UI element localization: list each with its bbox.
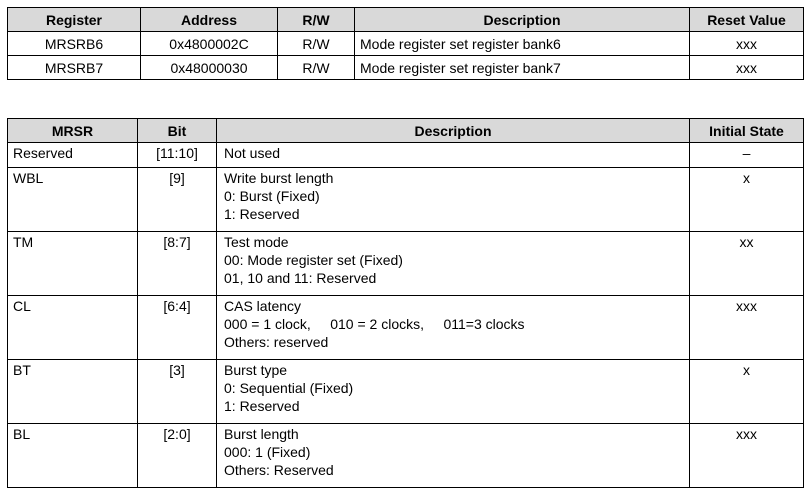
field-bit: [8:7] [138,232,217,296]
description-line: 000: 1 (Fixed) [224,444,311,460]
register-name: MRSRB6 [8,32,141,56]
field-bit: [3] [138,360,217,424]
table-row [8,143,804,168]
field-description [217,360,690,424]
description-line: Burst type [224,362,288,378]
table-row [8,232,804,296]
register-description: Mode register set register bank6 [355,32,690,56]
register-address: 0x4800002C [141,32,278,56]
table-row [8,360,804,424]
header-description: Description [217,119,690,143]
register-name: MRSRB7 [8,56,141,80]
field-name: BT [8,360,138,424]
description-line: 000 = 1 clock, 010 = 2 clocks, 011=3 clocks [224,316,525,332]
field-description [217,296,690,360]
field-bit: [11:10] [138,143,217,168]
description-line: Burst length [224,426,299,442]
header-initial-state: Initial State [690,119,804,143]
description-line: 1: Reserved [224,206,300,222]
header-address: Address [141,8,278,32]
field-name: WBL [8,168,138,232]
register-reset-value: xxx [690,32,804,56]
field-description [217,232,690,296]
table-row [8,168,804,232]
field-initial-state: xx [690,232,804,296]
field-bit: [2:0] [138,424,217,488]
description-line: 0: Sequential (Fixed) [224,380,354,396]
field-description [217,168,690,232]
register-reset-value: xxx [690,56,804,80]
description-line: 00: Mode register set (Fixed) [224,252,403,268]
description-line: 01, 10 and 11: Reserved [224,270,377,286]
field-name: TM [8,232,138,296]
field-initial-state: x [690,168,804,232]
table-row [8,424,804,488]
header-mrsr: MRSR [8,119,138,143]
register-table-header [8,8,804,32]
description-line: Write burst length [224,170,334,186]
table-row [8,56,804,80]
field-name: BL [8,424,138,488]
description-line: 1: Reserved [224,398,300,414]
table-row [8,32,804,56]
field-name: Reserved [8,143,138,168]
description-line: Test mode [224,234,289,250]
header-register: Register [8,8,141,32]
field-bit: [6:4] [138,296,217,360]
register-address: 0x48000030 [141,56,278,80]
header-bit: Bit [138,119,217,143]
header-description: Description [355,8,690,32]
register-description: Mode register set register bank7 [355,56,690,80]
field-initial-state: xxx [690,424,804,488]
register-rw: R/W [278,32,355,56]
header-reset-value: Reset Value [690,8,804,32]
description-line: CAS latency [224,298,302,314]
bit-table-header [8,119,804,143]
field-initial-state: x [690,360,804,424]
table-row [8,296,804,360]
field-description [217,143,690,168]
register-rw: R/W [278,56,355,80]
field-description [217,424,690,488]
header-rw: R/W [278,8,355,32]
description-line: Others: Reserved [224,462,334,478]
bit-field-table [7,118,804,488]
field-initial-state: – [690,143,804,168]
description-line: 0: Burst (Fixed) [224,188,320,204]
description-line: Others: reserved [224,334,329,350]
description-line: Not used [224,145,281,161]
field-initial-state: xxx [690,296,804,360]
field-name: CL [8,296,138,360]
register-table [7,7,804,80]
field-bit: [9] [138,168,217,232]
